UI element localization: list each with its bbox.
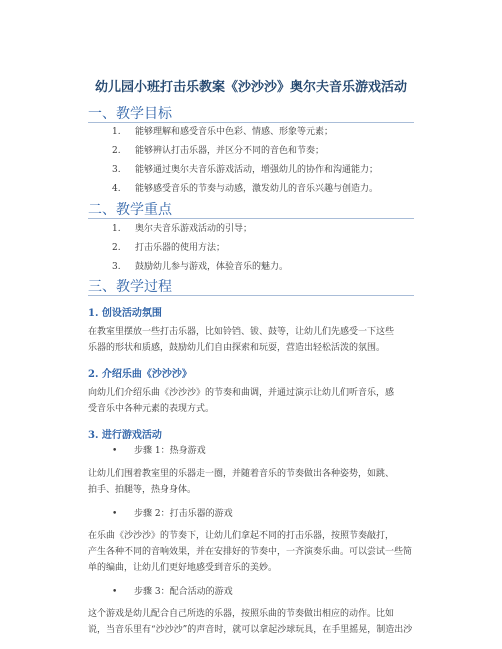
section-divider bbox=[88, 218, 414, 219]
section-divider bbox=[88, 295, 414, 296]
paragraph-line: 在教室里摆放一些打击乐器，比如铃铛、钹、鼓等，让幼儿们先感受一下这些 bbox=[88, 327, 395, 337]
list-item: 3. 鼓励幼儿参与游戏，体验音乐的魅力。 bbox=[112, 262, 289, 272]
step-bullet: • 步骤 1：热身游戏 bbox=[112, 443, 206, 459]
section-heading-focus: 二、教学重点 bbox=[88, 202, 172, 218]
section-heading-goals: 一、教学目标 bbox=[88, 106, 172, 122]
bullet-icon: • bbox=[112, 587, 118, 597]
goals-list bbox=[88, 123, 418, 199]
paragraph-line: 受音乐中各种元素的表现方式。 bbox=[88, 404, 215, 414]
list-item: 2. 能够辨认打击乐器，并区分不同的音色和节奏； bbox=[112, 146, 325, 156]
paragraph-line: 这个游戏是幼儿配合自己所选的乐器，按照乐曲的节奏做出相应的动作。比如 bbox=[88, 609, 395, 619]
document-title: 幼儿园小班打击乐教案《沙沙沙》奥尔夫音乐游戏活动 bbox=[94, 80, 407, 95]
list-item: 3. 能够通过奥尔夫音乐游戏活动，增强幼儿的协作和沟通能力； bbox=[112, 165, 379, 175]
subsection-heading: 1. 创设活动氛围 bbox=[88, 308, 162, 319]
step-bullet: • 步骤 2：打击乐器的游戏 bbox=[112, 506, 233, 522]
paragraph-line: 拍手、拍腿等，热身身体。 bbox=[88, 485, 197, 495]
list-item: 2. 打击乐器的使用方法； bbox=[112, 243, 226, 253]
section-heading-process: 三、教学过程 bbox=[88, 279, 172, 295]
bullet-icon: • bbox=[112, 446, 118, 456]
bullet-icon: • bbox=[112, 509, 118, 519]
step-bullet: • 步骤 3：配合活动的游戏 bbox=[112, 584, 233, 600]
list-item: 4. 能够感受音乐的节奏与动感，激发幼儿的音乐兴趣与创造力。 bbox=[112, 184, 379, 194]
paragraph-line: 让幼儿们围着教室里的乐器走一圈，并随着音乐的节奏做出各种姿势，如跳、 bbox=[88, 469, 395, 479]
paragraph-line: 说，当音乐里有“沙沙沙”的声音时，就可以拿起沙球玩具，在手里摇晃，制造出沙 bbox=[88, 625, 413, 635]
paragraph-line: 产生各种不同的音响效果，并在安排好的节奏中，一齐演奏乐曲。可以尝试一些简 bbox=[88, 547, 413, 557]
subsection-heading: 2. 介绍乐曲《沙沙沙》 bbox=[88, 369, 192, 380]
subsection-heading: 3. 进行游戏活动 bbox=[88, 430, 162, 441]
paragraph-line: 单的编曲，让幼儿们更好地感受到音乐的美妙。 bbox=[88, 563, 278, 573]
list-item: 1. 能够理解和感受音乐中色彩、情感、形象等元素； bbox=[112, 127, 334, 137]
paragraph-line: 向幼儿们介绍乐曲《沙沙沙》的节奏和曲调，并通过演示让幼儿们听音乐，感 bbox=[88, 388, 395, 398]
focus-list bbox=[88, 220, 418, 277]
list-item: 1. 奥尔夫音乐游戏活动的引导； bbox=[112, 224, 253, 234]
paragraph-line: 在乐曲《沙沙沙》的节奏下，让幼儿们拿起不同的打击乐器，按照节奏敲打， bbox=[88, 531, 395, 541]
paragraph-line: 乐器的形状和质感，鼓励幼儿们自由探索和玩耍，营造出轻松活泼的氛围。 bbox=[88, 343, 386, 353]
